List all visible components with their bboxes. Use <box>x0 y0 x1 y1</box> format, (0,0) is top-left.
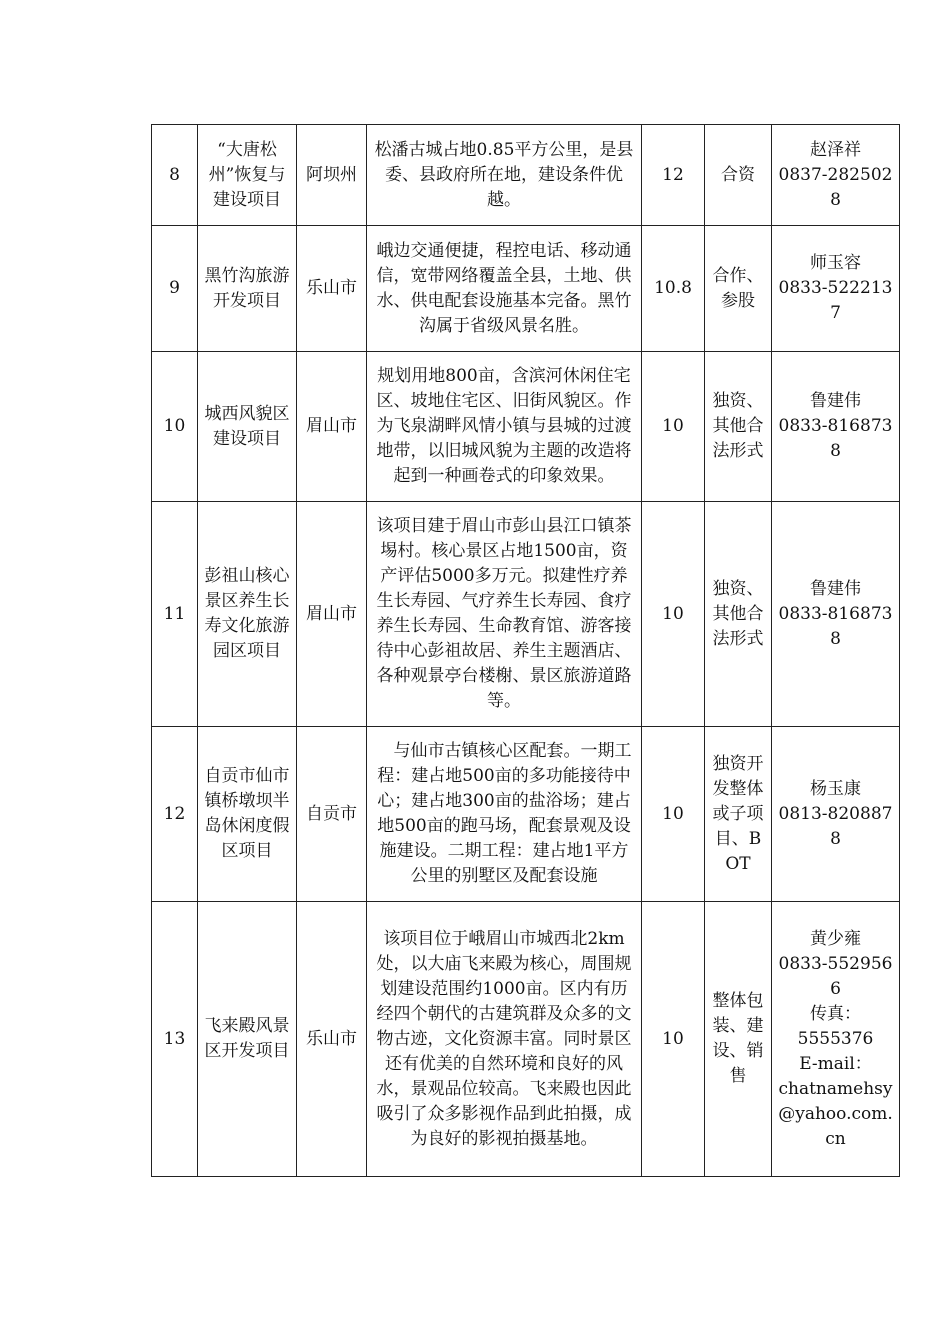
cooperation-mode: 合作、参股 <box>705 226 772 352</box>
project-description: 与仙市古镇核心区配套。一期工程：建占地500亩的多功能接待中心；建占地300亩的盐浴场；建占地500亩的跑马场，配套景观及设施建设。二期工程：建占地1平方公里的别墅区及配套设施 <box>367 727 642 902</box>
project-city: 乐山市 <box>297 902 367 1177</box>
project-description: 峨边交通便捷，程控电话、移动通信，宽带网络覆盖全县，土地、供水、供电配套设施基本完备。黑竹沟属于省级风景名胜。 <box>367 226 642 352</box>
project-city: 乐山市 <box>297 226 367 352</box>
project-contact <box>772 727 900 902</box>
contact-line: 鲁建伟 <box>810 391 861 411</box>
project-table <box>151 124 900 1177</box>
contact-line: 0833-8168738 <box>778 603 893 649</box>
project-name: 彭祖山核心景区养生长寿文化旅游园区项目 <box>198 502 297 727</box>
project-name: 城西风貌区建设项目 <box>198 352 297 502</box>
project-description: 该项目建于眉山市彭山县江口镇茶埸村。核心景区占地1500亩，资产评估5000多万元。拟建性疗养生长寿园、气疗养生长寿园、食疗养生长寿园、生命教育馆、游客接待中心彭祖故居、养生主题酒店、各种观景亭台楼榭、景区旅游道路等。 <box>367 502 642 727</box>
project-contact <box>772 502 900 727</box>
project-investment: 10 <box>642 727 705 902</box>
contact-line: 师玉容 <box>810 253 861 273</box>
contact-line: cn <box>825 1128 846 1149</box>
row-number: 9 <box>152 226 198 352</box>
cooperation-mode: 独资、其他合法形式 <box>705 352 772 502</box>
contact-line: 赵泽祥 <box>810 139 861 160</box>
contact-line: chatnamehsy <box>778 1078 893 1099</box>
project-description: 规划用地800亩，含滨河休闲住宅区、坡地住宅区、旧街风貌区。作为飞泉湖畔风情小镇与县城的过渡地带，以旧城风貌为主题的改造将起到一种画卷式的印象效果。 <box>367 352 642 502</box>
row-number: 10 <box>152 352 198 502</box>
cooperation-mode: 独资开发整体或子项目、BOT <box>705 727 772 902</box>
contact-line: 0833-5529566 <box>778 953 893 999</box>
cooperation-mode: 独资、其他合法形式 <box>705 502 772 727</box>
contact-line: E-mail： <box>799 1053 872 1074</box>
row-number: 11 <box>152 502 198 727</box>
project-contact <box>772 352 900 502</box>
project-description: 松潘古城占地0.85平方公里，是县委、县政府所在地，建设条件优越。 <box>367 125 642 226</box>
contact-line: @yahoo.com. <box>778 1103 893 1124</box>
contact-line: 杨玉康 <box>810 778 861 799</box>
project-investment: 10 <box>642 352 705 502</box>
table-row <box>152 502 900 727</box>
project-investment: 10 <box>642 902 705 1177</box>
project-city: 眉山市 <box>297 352 367 502</box>
project-description: 该项目位于峨眉山市城西北2km处，以大庙飞来殿为核心，周围规划建设范围约1000亩。区内有历经四个朝代的古建筑群及众多的文物古迹，文化资源丰富。同时景区还有优美的自然环境和良好的风水，景观品位较高。飞来殿也因此吸引了众多影视作品到此拍摄，成为良好的影视拍摄基地。 <box>367 902 642 1177</box>
contact-line: 0837-2825028 <box>778 164 893 210</box>
project-name: 自贡市仙市镇桥墩坝半岛休闲度假区项目 <box>198 727 297 902</box>
table-row <box>152 902 900 1177</box>
table-row <box>152 226 900 352</box>
project-name: 飞来殿风景区开发项目 <box>198 902 297 1177</box>
project-contact <box>772 226 900 352</box>
contact-line: 5555376 <box>797 1028 874 1049</box>
contact-line: 0833-5222137 <box>778 278 893 323</box>
contact-line: 0833-8168738 <box>778 416 893 461</box>
project-investment: 10 <box>642 502 705 727</box>
cooperation-mode: 合资 <box>705 125 772 226</box>
table-row <box>152 125 900 226</box>
contact-line: 传真： <box>810 1003 861 1024</box>
contact-line: 黄少雍 <box>810 928 861 949</box>
cooperation-mode: 整体包装、建设、销售 <box>705 902 772 1177</box>
project-investment: 12 <box>642 125 705 226</box>
row-number: 13 <box>152 902 198 1177</box>
project-city: 阿坝州 <box>297 125 367 226</box>
table-row <box>152 727 900 902</box>
project-contact <box>772 902 900 1177</box>
project-city: 眉山市 <box>297 502 367 727</box>
contact-line: 0813-8208878 <box>778 803 893 849</box>
row-number: 12 <box>152 727 198 902</box>
table-row <box>152 352 900 502</box>
project-contact <box>772 125 900 226</box>
project-name: “大唐松州”恢复与建设项目 <box>198 125 297 226</box>
project-name: 黑竹沟旅游开发项目 <box>198 226 297 352</box>
project-city: 自贡市 <box>297 727 367 902</box>
project-investment: 10.8 <box>642 226 705 352</box>
row-number: 8 <box>152 125 198 226</box>
contact-line: 鲁建伟 <box>810 578 861 599</box>
